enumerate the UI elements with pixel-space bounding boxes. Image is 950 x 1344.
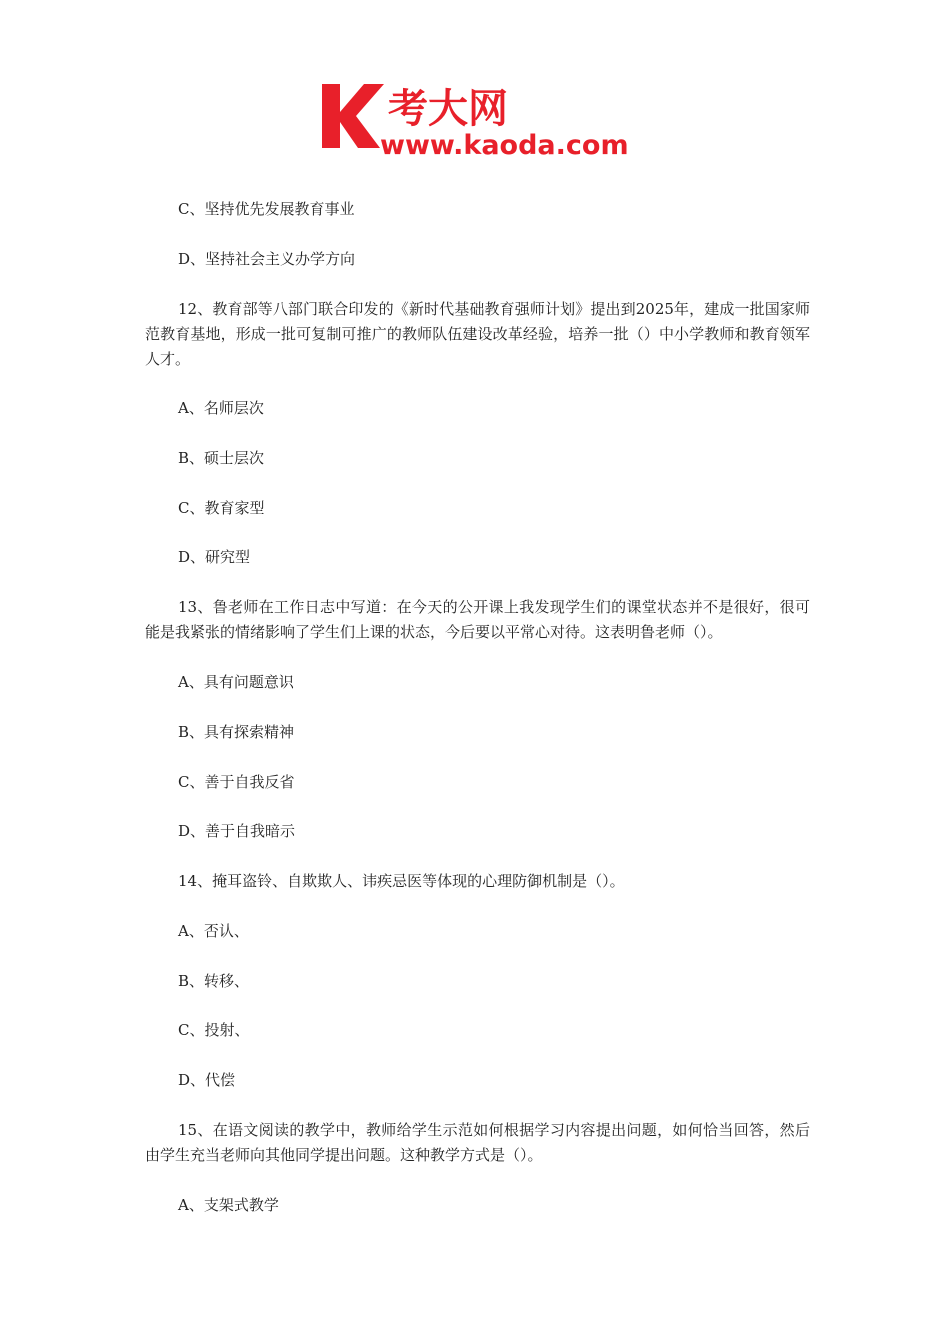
kaoda-logo-icon	[318, 78, 638, 160]
option-text: C、投射、	[178, 1021, 250, 1039]
option-text: A、支架式教学	[178, 1196, 279, 1214]
logo-brand-url: www.kaoda.com	[380, 130, 629, 160]
option-text: A、具有问题意识	[178, 673, 294, 691]
question-text: 14、掩耳盗铃、自欺欺人、讳疾忌医等体现的心理防御机制是（）。	[178, 872, 625, 890]
option-text: D、善于自我暗示	[178, 822, 296, 840]
option-text: C、善于自我反省	[178, 773, 295, 791]
option-text: A、名师层次	[178, 399, 264, 417]
site-logo	[318, 78, 638, 160]
option-text: B、具有探索精神	[178, 723, 295, 741]
logo-brand-chinese: 考大网	[388, 86, 508, 132]
option-text: C、教育家型	[178, 499, 265, 517]
option-text: C、坚持优先发展教育事业	[178, 200, 355, 218]
option-text: B、转移、	[178, 972, 250, 990]
option-text: A、否认、	[178, 922, 249, 940]
question-text: 12、教育部等八部门联合印发的《新时代基础教育强师计划》提出到2025年，建成一批国家师范教育基地，形成一批可复制可推广的教师队伍建设改革经验，培养一批（）中小学教师和教育领军人才。	[145, 300, 810, 368]
option-text: D、坚持社会主义办学方向	[178, 250, 356, 268]
option-text: D、研究型	[178, 548, 251, 566]
question-text: 13、鲁老师在工作日志中写道：在今天的公开课上我发现学生们的课堂状态并不是很好，很可能是我紧张的情绪影响了学生们上课的状态，今后要以平常心对待。这表明鲁老师（）。	[145, 598, 810, 641]
option-text: D、代偿	[178, 1071, 236, 1089]
question-text: 15、在语文阅读的教学中，教师给学生示范如何根据学习内容提出问题，如何恰当回答，然后由学生充当老师向其他同学提出问题。这种教学方式是（）。	[145, 1121, 810, 1164]
option-text: B、硕士层次	[178, 449, 265, 467]
